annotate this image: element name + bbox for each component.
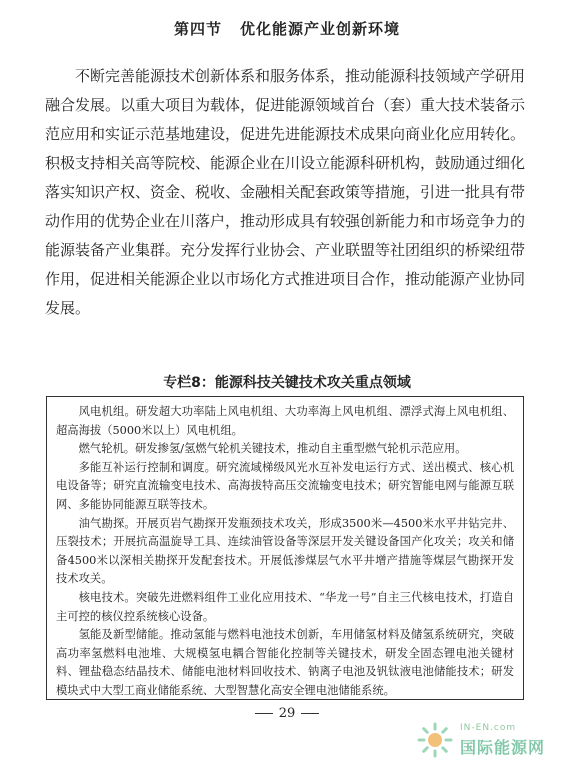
box-item-hydrogen-storage: 氢能及新型储能。推动氢能与燃料电池技术创新，车用储氢材料及储氢系统研究，突破高功率氢燃料电池堆、大规模氢电耦合智能化控制等关键技术，研发全固态锂电池关键材料、锂盐稳态结晶技术、储能电池材料回收技术、钠离子电池及钒钛液电池储能技术；研发模块式中大型工商业储能系统、大型智慧化高安全锂电池储能系统。 — [56, 628, 514, 697]
box-item-wind-turbines: 风电机组。研发超大功率陆上风电机组、大功率海上风电机组、漂浮式海上风电机组、超高海拔（5000米以上）风电机组。 — [56, 405, 514, 437]
sun-logo-icon — [416, 721, 454, 759]
section-title: 优化能源产业创新环境 — [240, 20, 401, 38]
box-item-gas-turbines: 燃气轮机。研发掺氢/氢燃气轮机关键技术，推动自主重型燃气轮机示范应用。 — [78, 442, 467, 456]
box-item-nuclear-power: 核电技术。突破先进燃料组件工业化应用技术、“华龙一号”自主三代核电技术，打造自主可控的核仪控系统核心设备。 — [56, 590, 514, 623]
page-number-value: 29 — [278, 706, 296, 721]
box-item-oil-gas-exploration: 油气勘探。开展页岩气勘探开发瓶颈技术攻关，形成3500米—4500米水平井钻完井、压裂技术；开展抗高温旋导工具、连续油管设备等深层开发关键设备国产化攻关；攻关和储备4500米以深相关勘探开发配套技术。开展低渗煤层气水平井增产措施等煤层气勘探开发技术攻关。 — [56, 516, 514, 586]
watermark-domain: IN-EN.com — [460, 723, 517, 733]
body-paragraph: 不断完善能源技术创新体系和服务体系，推动能源科技领域产学研用融合发展。以重大项目为载体，促进能源领域首台（套）重大技术装备示范应用和实证示范基地建设，促进先进能源技术成果向商业化应用转化。积极支持相关高等院校、能源企业在川设立能源科研机构，鼓励通过细化落实知识产权、资金、税收、金融相关配套政策等措施，引进一批具有带动作用的优势企业在川落户，推动形成具有较强创新能力和市场竞争力的能源装备产业集群。充分发挥行业协会、产业联盟等社团组织的桥梁纽带作用，促进相关能源企业以市场化方式推进项目合作，推动能源产业协同发展。 — [45, 67, 526, 317]
feature-box — [46, 396, 524, 700]
watermark-name: 国际能源网 — [460, 738, 546, 757]
section-heading — [0, 18, 574, 39]
feature-box-title: 专栏8：能源科技关键技术攻关重点领域 — [163, 375, 411, 391]
page-number-dash-left — [255, 713, 273, 714]
section-number: 第四节 — [173, 20, 222, 38]
watermark — [416, 719, 566, 761]
page-number-dash-right — [301, 713, 319, 714]
box-item-multi-energy-dispatch: 多能互补运行控制和调度。研究流域梯级风光水互补发电运行方式、送出模式、核心机电设备等；研究直流输变电技术、高海拔特高压交流输变电技术；研究智能电网与能源互联网、多能协同能源互联等技术。 — [56, 460, 514, 511]
